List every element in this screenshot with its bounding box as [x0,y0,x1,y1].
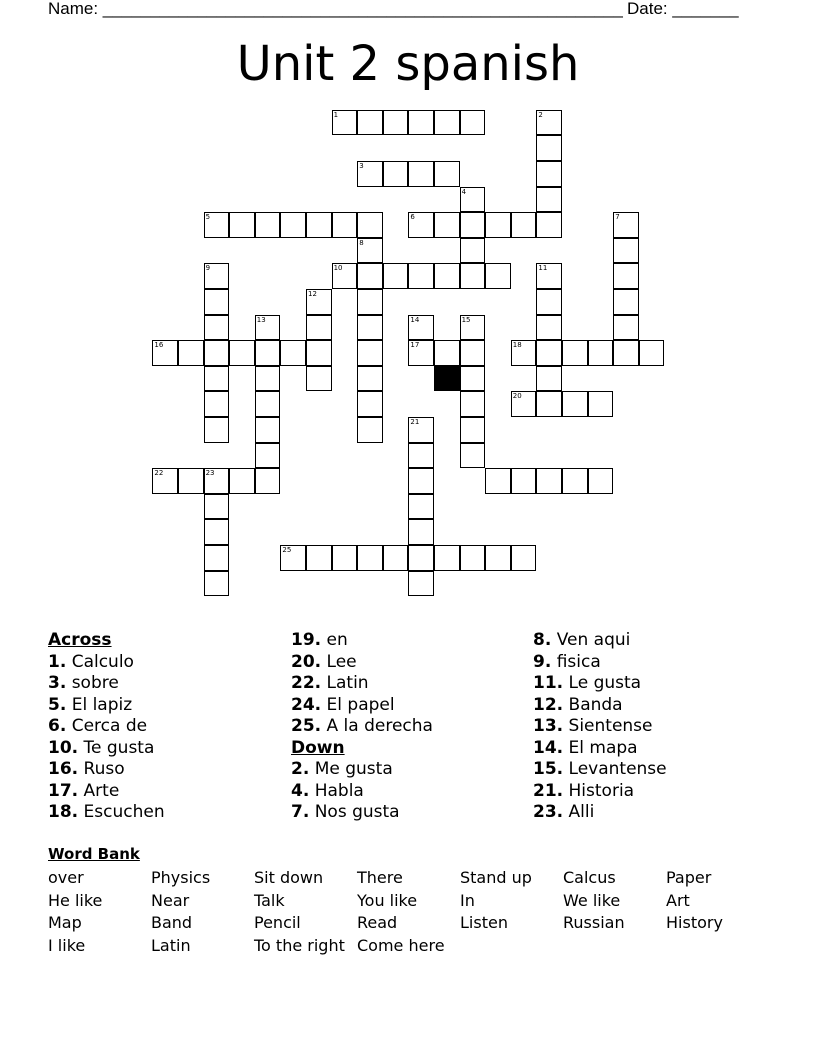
clue-item-number: 9. [533,651,552,672]
grid-cell[interactable] [280,545,306,571]
grid-cell[interactable] [383,110,409,136]
grid-cell[interactable] [460,110,486,136]
grid-cell[interactable] [306,315,332,341]
word-bank-title: Word Bank [48,845,140,863]
clue-number: 15 [461,315,471,324]
clue-number: 9 [205,264,211,273]
clue-item-text: Ven aqui [551,630,631,650]
grid-cell[interactable] [280,340,306,366]
grid-cell[interactable] [280,212,306,238]
clue-item [291,781,433,803]
clue-item [533,716,667,738]
grid-cell[interactable] [536,289,562,315]
grid-cell[interactable] [255,366,281,392]
grid-cell[interactable] [306,366,332,392]
word-bank-word: I like [48,936,86,956]
grid-cell[interactable] [332,545,358,571]
clue-item [48,673,165,695]
clue-item [291,673,433,695]
word-bank-word: Listen [460,913,508,933]
grid-cell[interactable] [357,340,383,366]
clue-item-text: A la derecha [321,716,433,736]
clue-item-text: sobre [66,673,119,693]
grid-cell[interactable] [613,238,639,264]
clue-item [291,759,433,781]
clue-item-number: 3. [48,673,67,693]
clue-number: 17 [410,341,420,350]
word-bank-word: We like [563,890,621,910]
clue-item [48,738,165,760]
grid-cell[interactable] [511,212,537,238]
grid-cell[interactable] [255,468,281,494]
clue-item [533,759,667,781]
grid-cell[interactable] [204,212,230,238]
word-bank-word: Near [151,890,190,910]
clue-number: 6 [410,213,415,222]
word-bank-word: You like [357,890,418,910]
clue-item-text: Cerca de [66,716,148,736]
grid-cell[interactable] [408,212,434,238]
grid-cell[interactable] [536,187,562,213]
grid-cell[interactable] [229,468,255,494]
grid-cell[interactable] [588,340,614,366]
grid-cell[interactable] [357,417,383,443]
word-bank-word: To the right [254,936,345,956]
clue-item-text: en [321,630,348,650]
grid-cell[interactable] [460,340,486,366]
clue-item-number: 10. [48,737,79,758]
clue-number: 18 [512,341,522,350]
clue-item-text: Me gusta [309,759,393,779]
clue-item-text: Sientense [563,716,653,736]
grid-cell[interactable] [408,571,434,597]
clue-heading: Across [48,630,112,650]
clue-number: 1 [333,110,339,119]
clue-item-text: Te gusta [78,737,155,758]
clue-number: 5 [205,213,211,222]
clue-item-text: El mapa [563,737,638,758]
clue-item [48,716,165,738]
clue-item-text: El papel [321,694,395,715]
grid-cell[interactable] [152,340,178,366]
grid-cell[interactable] [332,212,358,238]
grid-cell[interactable] [460,366,486,392]
grid-cell[interactable] [536,161,562,187]
grid-cell[interactable] [357,289,383,315]
clue-item [48,802,165,824]
grid-cell[interactable] [357,366,383,392]
clue-item-number: 18. [48,802,79,822]
clue-item-number: 12. [533,694,564,715]
grid-cell[interactable] [255,315,281,341]
grid-cell[interactable] [460,417,486,443]
grid-cell[interactable] [357,110,383,136]
grid-cell[interactable] [306,545,332,571]
clue-item-number: 23. [533,802,564,822]
clue-item-text: Habla [309,780,364,801]
clue-item [291,716,433,738]
grid-cell[interactable] [204,468,230,494]
grid-cell[interactable] [332,263,358,289]
clue-number: 2 [538,110,543,119]
clue-item-text: Ruso [78,759,125,779]
word-bank-word: Band [151,913,193,933]
grid-cell[interactable] [357,391,383,417]
word-bank-word: Calcus [563,868,616,887]
clue-item-number: 15. [533,759,564,779]
grid-cell[interactable] [460,545,486,571]
word-bank-word: over [48,868,84,887]
clue-item-text: Banda [563,694,623,715]
grid-cell[interactable] [639,340,665,366]
word-bank-word: Read [357,913,398,933]
grid-cell[interactable] [357,263,383,289]
word-bank-word: Russian [563,913,625,933]
clue-number: 13 [256,315,266,324]
clue-column-1 [48,630,165,824]
grid-cell[interactable] [511,340,537,366]
grid-cell[interactable] [178,468,204,494]
clue-item [533,781,667,803]
clue-item-number: 13. [533,716,564,736]
grid-cell[interactable] [460,187,486,213]
grid-cell[interactable] [511,545,537,571]
grid-cell[interactable] [613,315,639,341]
clue-item-text: El lapiz [66,694,133,715]
grid-cell[interactable] [383,545,409,571]
clue-number: 4 [461,187,467,196]
clue-column-2 [291,630,433,824]
word-bank-word: Paper [666,868,712,887]
word-bank-word: He like [48,890,103,910]
grid-cell[interactable] [536,263,562,289]
word-bank-word: Stand up [460,868,532,887]
grid-cell[interactable] [536,340,562,366]
grid-cell[interactable] [511,468,537,494]
clue-item-text: Alli [563,802,595,822]
clue-item [48,652,165,674]
clue-heading: Down [291,737,345,758]
clue-item-text: Levantense [563,759,667,779]
grid-cell[interactable] [229,340,255,366]
grid-cell[interactable] [204,571,230,597]
grid-cell[interactable] [204,340,230,366]
grid-cell[interactable] [536,135,562,161]
grid-cell[interactable] [536,110,562,136]
clue-item-number: 21. [533,780,564,801]
clue-item [291,652,433,674]
grid-cell[interactable] [562,468,588,494]
grid-cell[interactable] [204,391,230,417]
grid-cell[interactable] [460,212,486,238]
grid-cell[interactable] [485,468,511,494]
word-bank-word: Art [666,890,690,910]
grid-cell[interactable] [460,238,486,264]
clue-number: 10 [333,264,343,273]
clue-item-text: Nos gusta [309,802,400,822]
grid-cell[interactable] [204,519,230,545]
grid-cell[interactable] [460,315,486,341]
grid-cell[interactable] [434,161,460,187]
grid-cell[interactable] [204,494,230,520]
word-bank-word: Come here [357,936,445,956]
clue-item [533,695,667,717]
grid-cell[interactable] [613,340,639,366]
grid-cell[interactable] [357,161,383,187]
clue-item-text: Arte [78,780,120,801]
clue-number: 22 [154,469,164,478]
grid-cell[interactable] [204,289,230,315]
word-bank-word: Pencil [254,913,301,933]
grid-cell[interactable] [204,263,230,289]
clue-item [533,738,667,760]
grid-cell[interactable] [306,340,332,366]
clue-item-text: Calculo [66,651,134,672]
clue-item-number: 14. [533,737,564,758]
grid-cell[interactable] [204,545,230,571]
clue-number: 7 [615,213,620,222]
clue-item [291,802,433,824]
grid-cell[interactable] [613,263,639,289]
clue-item-number: 20. [291,651,322,672]
page-title: Unit 2 spanish [236,36,580,92]
grid-cell[interactable] [536,315,562,341]
word-bank-word: There [357,868,403,887]
grid-cell[interactable] [408,443,434,469]
clue-item-number: 2. [291,759,310,779]
clue-item-text: Le gusta [563,673,642,693]
grid-cell[interactable] [408,161,434,187]
grid-cell[interactable] [536,391,562,417]
clue-item [533,802,667,824]
clue-number: 3 [359,162,364,170]
grid-cell[interactable] [588,391,614,417]
grid-cell[interactable] [383,161,409,187]
clue-item [291,695,433,717]
clue-number: 12 [308,290,317,298]
grid-cell[interactable] [408,110,434,136]
grid-cell[interactable] [511,391,537,417]
clue-item-number: 25. [291,716,322,736]
grid-cell[interactable] [255,417,281,443]
grid-cell[interactable] [255,443,281,469]
grid-cell[interactable] [178,340,204,366]
grid-cell[interactable] [255,340,281,366]
clue-number: 21 [410,418,420,426]
clue-item-number: 6. [48,716,67,736]
grid-cell[interactable] [408,417,434,443]
clue-column-3 [533,630,667,824]
grid-cell[interactable] [536,212,562,238]
grid-cell[interactable] [485,263,511,289]
clue-item [291,630,433,652]
grid-cell[interactable] [613,212,639,238]
clue-item-number: 19. [291,630,322,650]
word-bank-word: In [460,890,475,910]
grid-cell[interactable] [434,263,460,289]
clue-item-number: 4. [291,780,310,801]
grid-cell[interactable] [357,238,383,264]
grid-cell[interactable] [460,263,486,289]
word-bank-word: Physics [151,868,211,887]
grid-cell[interactable] [383,263,409,289]
grid-cell[interactable] [204,366,230,392]
grid-cell[interactable] [229,212,255,238]
word-bank-word: Talk [254,890,285,910]
clue-item-number: 24. [291,694,322,715]
clue-item-number: 8. [533,630,552,650]
clue-item-text: Latin [321,673,369,693]
clue-item [48,781,165,803]
grid-cell[interactable] [255,391,281,417]
grid-cell[interactable] [152,468,178,494]
grid-cell[interactable] [408,519,434,545]
grid-cell[interactable] [408,263,434,289]
grid-cell[interactable] [408,468,434,494]
clue-item-number: 7. [291,802,310,822]
clue-number: 8 [359,238,364,247]
grid-cell[interactable] [408,340,434,366]
grid-cell[interactable] [613,289,639,315]
grid-cell[interactable] [204,315,230,341]
grid-cell[interactable] [306,212,332,238]
clue-number: 23 [205,469,215,478]
clue-item-text: fisica [551,651,601,672]
clue-item-number: 17. [48,780,79,801]
word-bank-word: Latin [151,936,191,956]
grid-cell[interactable] [536,468,562,494]
grid-cell[interactable] [357,545,383,571]
clue-number: 11 [538,264,548,273]
clue-item-number: 1. [48,651,67,672]
grid-cell[interactable] [357,315,383,341]
grid-cell[interactable] [408,545,434,571]
grid-cell[interactable] [485,212,511,238]
clue-item-text: Escuchen [78,802,165,822]
word-bank-word: History [666,913,723,933]
grid-cell[interactable] [460,391,486,417]
clue-item [533,652,667,674]
clue-item [533,673,667,695]
grid-cell[interactable] [434,212,460,238]
clue-item [48,695,165,717]
grid-cell[interactable] [332,110,358,136]
clue-item [533,630,667,652]
grid-cell[interactable] [485,545,511,571]
clue-item-number: 5. [48,694,67,715]
grid-cell[interactable] [306,289,332,315]
grid-cell[interactable] [255,212,281,238]
grid-cell[interactable] [204,417,230,443]
grid-cell[interactable] [408,315,434,341]
grid-cell[interactable] [434,110,460,136]
word-bank-word: Map [48,913,82,933]
grid-cell[interactable] [434,340,460,366]
clue-item-number: 11. [533,673,564,693]
date-line[interactable]: Date: _______ [627,0,739,18]
clue-number: 25 [282,546,292,554]
grid-cell[interactable] [562,340,588,366]
clue-item-text: Historia [563,780,635,801]
grid-cell[interactable] [357,212,383,238]
grid-cell[interactable] [562,391,588,417]
clue-number: 16 [154,341,164,350]
grid-cell[interactable] [588,468,614,494]
grid-cell[interactable] [460,443,486,469]
clue-item [48,759,165,781]
clue-number: 20 [512,392,522,401]
grid-cell[interactable] [408,494,434,520]
clue-item-text: Lee [321,651,357,672]
name-line[interactable]: Name: _______________________________________________________ [48,0,623,18]
clue-item-number: 16. [48,759,79,779]
clue-number: 14 [410,315,420,324]
word-bank-word: Sit down [254,868,324,887]
grid-cell[interactable] [536,366,562,392]
clue-item-number: 22. [291,673,322,693]
grid-cell[interactable] [434,545,460,571]
grid-cell-black [434,366,460,392]
